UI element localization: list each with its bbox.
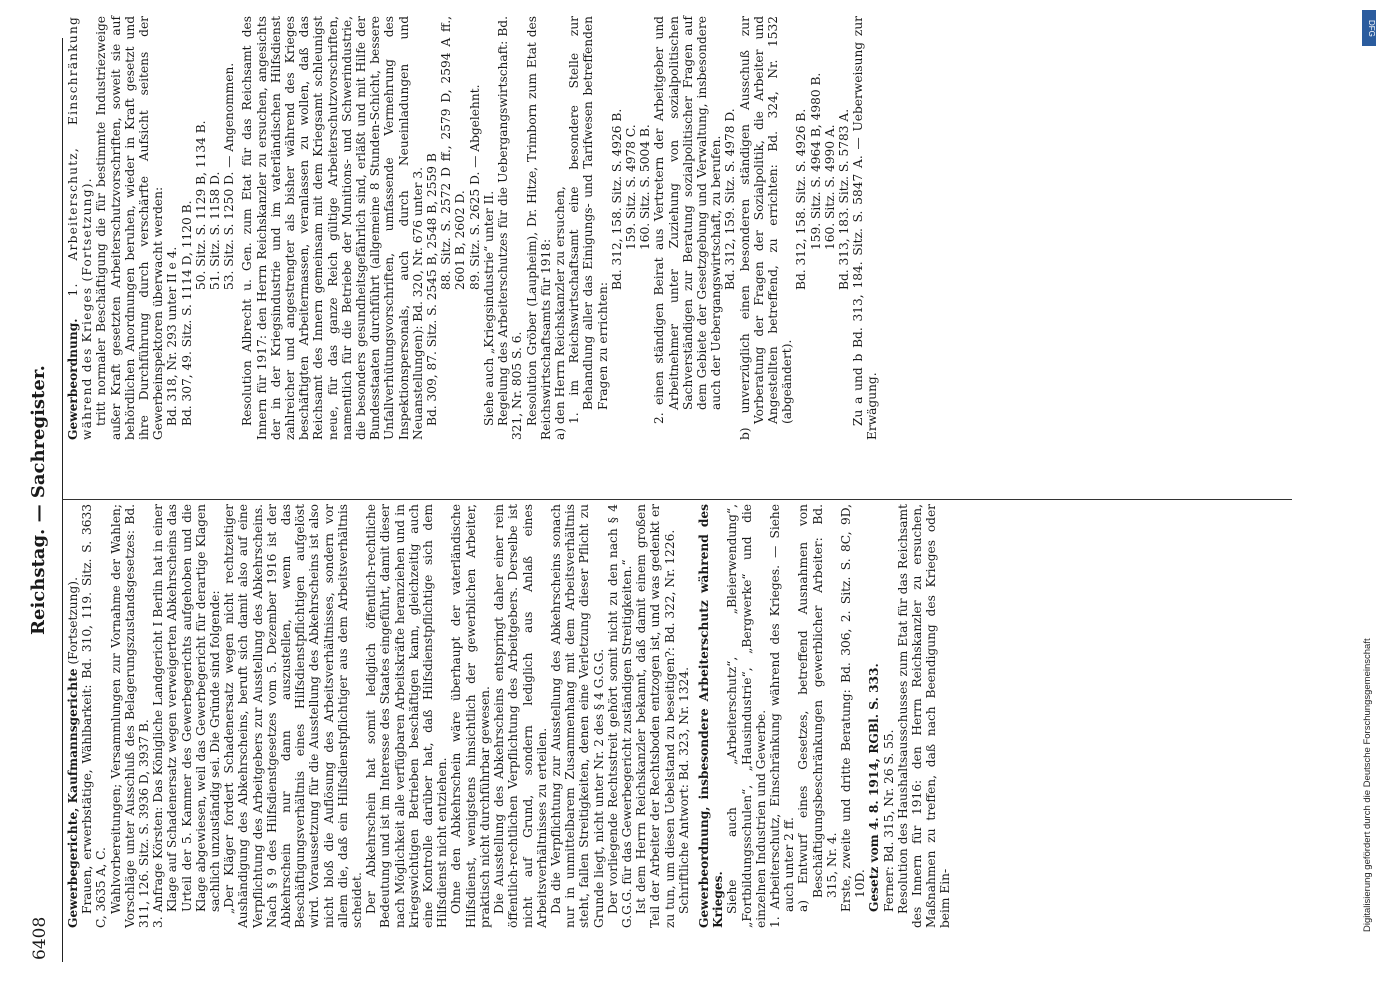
paragraph: Da die Verpflichtung zur Ausstellung des Abkehrscheins sonach nur in unmittelbarem Zusammenhang mit dem Arbeitsverhältnis steht, fallen Streitigkeiten, denen eine Verletzung dieser Pflicht zu Grunde liegt, nicht unter Nr. 2 des § 4 G.G.G. bbox=[548, 504, 606, 928]
header-rule bbox=[62, 38, 63, 962]
dfg-logo: DFG bbox=[1362, 10, 1376, 46]
paragraph: 1. im Reichswirtschaftsamt eine besondere Stelle zur Behandlung aller das Einigungs- und Tarifwesen betreffenden Fragen zu errichten: bbox=[567, 16, 610, 424]
paragraph: tritt normaler Beschäftigung die für bestimmte Industriezweige außer Kraft gesetzten Arbeiterschutzvorschriften, soweit sie auf behördlichen Anordnungen beruhen, wieder in Kraft gesetzt und ihre Durchführung durch verschärfte Aufsicht seitens der Gewerbeinspektoren überwacht werden: bbox=[94, 16, 166, 440]
reference: 160. Sitz. S. 4990 A. bbox=[822, 124, 837, 250]
heading-rest: 1. Arbeiterschutz, Einschränkung während des Krieges (Fortsetzung). bbox=[66, 16, 95, 440]
reference: Bd. 312, 158. Sitz. S. 4926 B. bbox=[609, 108, 624, 290]
reference: 51. Sitz. S. 1158 D. bbox=[208, 171, 223, 290]
paragraph: Resolution Gröber (Laupheim), Dr. Hitze, Trimborn zum Etat des Reichswirtschaftsamts für 1918: bbox=[524, 16, 553, 440]
reference: Bd. 312, 158. Sitz. S. 4926 B. bbox=[794, 108, 809, 290]
paragraph: Frauen, erwerbstätige, Wählbarkeit: Bd. 310, 119. Sitz. S. 3633 C, 3635 A, C. bbox=[80, 504, 109, 928]
section-heading: Gewerbeordnung, insbesondere Arbeiterschutz während des Krieges. bbox=[696, 504, 726, 928]
paragraph: a) den Herrn Reichskanzler zu ersuchen, bbox=[552, 186, 567, 440]
page-header bbox=[26, 40, 56, 960]
reference: Bd. 313, 183. Sitz. S. 5783 A. bbox=[836, 108, 851, 290]
paragraph: Die Ausstellung des Abkehrscheins entspringt daher einer rein öffentlich-rechtlichen Verpflichtung des Arbeitgebers. Derselbe ist nicht auf Grund, sondern lediglich aus Anlaß eines Arbeitsverhältnisses zu erteilen. bbox=[492, 504, 549, 928]
reference: 159. Sitz. S. 4964 B, 4980 B. bbox=[808, 72, 823, 250]
reference: Bd. 312, 159. Sitz. S. 4978 D. bbox=[723, 108, 738, 290]
paragraph: Erste, zweite und dritte Beratung: Bd. 306, 2. Sitz. S. 8C, 9D, 10D. bbox=[838, 504, 868, 912]
reference: 89. Sitz. S. 2625 D. — Abgelehnt. bbox=[467, 84, 482, 290]
running-title: Reichstag. — Sachregister. bbox=[28, 365, 49, 635]
paragraph: b) unverzüglich einen besonderen ständigen Ausschuß zur Vorberatung der Fragen der Sozialpolitik, die Arbeiter und Angestellten betreffend, zu errichten: Bd. 324, Nr. 1532 (abgeändert). bbox=[737, 16, 795, 440]
heading-text: Gewerbeordnung. bbox=[66, 318, 80, 440]
paragraph: Ist dem Herrn Reichskanzler bekannt, daß damit einem großen Teil der Arbeiter der Rechtsboden entzogen ist, und was gedenkt er zu tun, um diesen Uebelstand zu beseitigen?: Bd. 322, Nr. 1226. bbox=[634, 504, 677, 928]
reference: 88. Sitz. S. 2572 D ff., 2579 D, 2594 A ff., 2601 B, 2602 D. bbox=[439, 16, 468, 290]
paragraph: Gesetz vom 4. 8. 1914, RGBl. S. 333. bbox=[867, 663, 882, 912]
page-number: 6408 bbox=[30, 916, 50, 960]
left-heading bbox=[66, 504, 80, 928]
right-heading bbox=[66, 16, 94, 440]
heading-suffix: (Fortsetzung). bbox=[66, 577, 80, 669]
paragraph: Ohne den Abkehrschein wäre überhaupt der vaterländische Hilfsdienst, wenigstens hinsichtlich der gewerblichen Arbeiter, praktisch nicht durchführbar gewesen. bbox=[449, 504, 492, 928]
paragraph: Schriftliche Antwort: Bd. 323, Nr. 1324. bbox=[676, 666, 691, 914]
left-column bbox=[66, 504, 953, 928]
column-divider bbox=[62, 499, 1292, 500]
reference: 53. Sitz. S. 1250 D. — Angenommen. bbox=[222, 62, 237, 290]
heading-text: Gewerbegerichte, Kaufmannsgerichte bbox=[66, 668, 80, 928]
paragraph: Resolution des Haushaltsausschusses zum Etat für das Reichsamt des Innern für 1916: den Herrn Reichskanzler zu ersuchen, Maßnahmen zu treffen, daß nach Beendigung des Krieges oder beim Ein- bbox=[895, 504, 953, 928]
paragraph: 3. Anfrage Körsten: Das Königliche Landgericht I Berlin hat in einer Klage auf Schadenersatz wegen verweigerten Abkehrscheins das Urteil der 5. Kammer des Gewerbegerichts aufgehoben und die Klage abgewiesen, weil das Gewerbegericht für derartige Klagen sachlich unzuständig sei. Die Gründe sind folgende: bbox=[151, 504, 223, 928]
digitization-note: Digitalisierung gefördert durch die Deutsche Forschungsgemeinschaft bbox=[1362, 638, 1373, 932]
reference: Bd. 309, 87. Sitz. S. 2545 B, 2548 B, 2559 B bbox=[425, 153, 440, 426]
paragraph: Der Abkehrschein hat somit lediglich öffentlich-rechtliche Bedeutung und ist im Interesse des Staates eingeführt, damit dieser nach Möglichkeit alle verfügbaren Arbeitskräfte heranziehen und in kriegswichtigen Betrieben beschäftigen kann, gleichzeitig auch eine Kontrolle darüber hat, daß Hilfsdienstpflichtige sich dem Hilfsdienst nicht entziehen. bbox=[364, 504, 450, 928]
paragraph: Resolution Albrecht u. Gen. zum Etat für das Reichsamt des Innern für 1917: den Herrn Reichskanzler zu ersuchen, angesichts der in der Kriegsindustrie und im vaterländischen Hilfsdienst zahlreicher und angestrengter als bisher während des Krieges beschäftigten Arbeitermassen, veranlassen zu wollen, daß das Reichsamt des Innern gemeinsam mit dem Kriegsamt schleunigst neue, für das ganze Reich gültige Arbeiterschutzvorschriften, namentlich für die Betriebe der Munitions- und Schwerindustrie, die besonders gesundheitsgefährlich sind, erläßt und mit Hilfe der Bundesstaaten durchführt (allgemeine 8 Stunden-Schicht, bessere Unfallverhütungsvorschriften, umfassende Vermehrung des Inspektionspersonals, auch durch Neueinladungen und Neuanstellungen): Bd. 320, Nr. 676 unter 3. bbox=[240, 16, 425, 440]
reference: Bd. 318, Nr. 293 unter II e 4. bbox=[165, 246, 180, 426]
paragraph: 2. einen ständigen Beirat aus Vertretern der Arbeitgeber und Arbeitnehmer unter Zuziehung von sozialpolitischen Sachverständigen zur Beratung sozialpolitischer Fragen auf dem Gebiete der Gesetzgebung und Verwaltung, insbesondere auch der Uebergangswirtschaft, zu berufen. bbox=[652, 16, 724, 424]
paragraph: Ferner: Bd. 315, Nr. 26 S. 55. bbox=[881, 729, 896, 912]
paragraph: Siehe auch „Kriegsindustrie“ unter II. bbox=[481, 190, 496, 426]
paragraph: Siehe auch „Arbeiterschutz“, „Bleierwendung“, „Fortbildungsschulen“, „Hausindustrie“, „Bergwerke“ und die einzelnen Industrien und Gewerbe. bbox=[725, 504, 768, 928]
paragraph: a) Entwurf eines Gesetzes, betreffend Ausnahmen von Beschäftigungsbeschränkungen gewerblicher Arbeiter: Bd. 315, Nr. 4. bbox=[796, 504, 839, 912]
paragraph: 1. Arbeiterschutz, Einschränkung während des Krieges. — Siehe auch unter 2 ff. bbox=[767, 504, 797, 928]
reference: 159. Sitz. S. 4978 C. bbox=[623, 124, 638, 250]
paragraph: „Der Kläger fordert Schadenersatz wegen nicht rechtzeitiger Aushändigung des Abkehrscheins, beruft sich damit also auf eine Verpflichtung des Arbeitgebers zur Ausstellung des Abkehrscheins. Nach § 9 des Hilfsdienstgesetzes vom 5. Dezember 1916 ist der Abkehrschein nur dann auszustellen, wenn das Beschäftigungsverhältnis eines Hilfsdienstpflichtigen aufgelöst wird. Voraussetzung für die Ausstellung des Abkehrscheins ist also nicht bloß die Auflösung des Arbeitsverhältnisses, sondern vor allem die, daß ein Hilfsdienstpflichtiger aus dem Arbeitsverhältnis scheidet. bbox=[222, 504, 365, 928]
reference: 50. Sitz. S. 1129 B, 1134 B. bbox=[193, 120, 208, 290]
paragraph: Zu a und b Bd. 313, 184. Sitz. S. 5847 A. — Ueberweisung zur Erwägung. bbox=[851, 16, 880, 440]
paragraph: Wahlvorbereitungen; Versammlungen zur Vornahme der Wahlen; Vorschläge unter Ausschluß des Belagerungszustandsgesetzes: Bd. 311, 126. Sitz. S. 3936 D, 3937 B. bbox=[108, 504, 152, 928]
reference: 160. Sitz. S. 5004 B. bbox=[638, 124, 653, 250]
reference: Bd. 307, 49. Sitz. S. 1114 D, 1120 B. bbox=[179, 200, 194, 426]
right-column bbox=[66, 16, 880, 440]
paragraph: Der vorliegende Rechtsstreit gehört somit nicht zu den nach § 4 G.G.G. für das Gewerbegericht zuständigen Streitigkeiten.“ bbox=[605, 504, 634, 928]
paragraph: Regelung des Arbeiterschutzes für die Uebergangswirtschaft: Bd. 321, Nr. 805 S. 6. bbox=[496, 16, 525, 440]
